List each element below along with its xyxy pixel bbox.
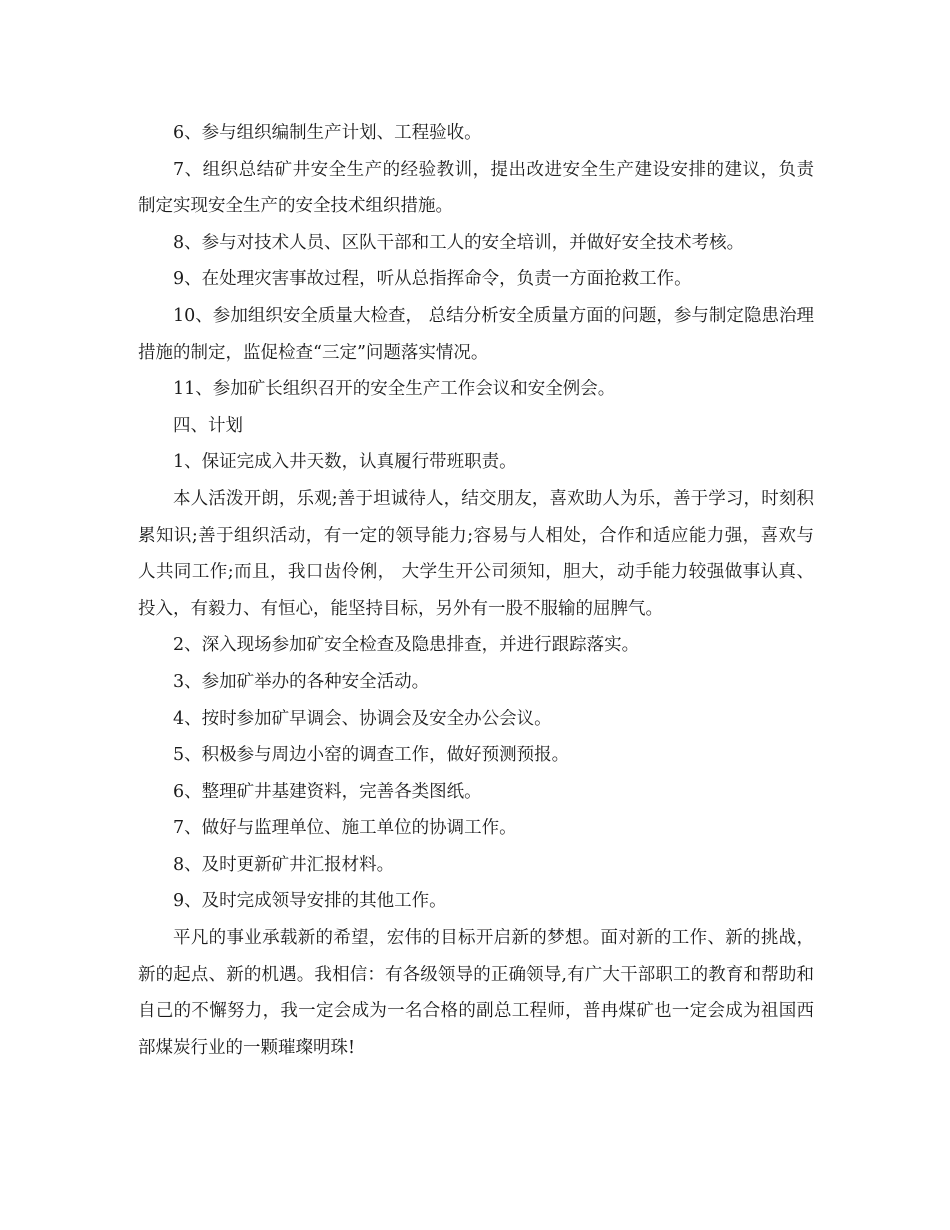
plan-item-6: 6、整理矿井基建资料，完善各类图纸。 [173, 781, 482, 802]
plan-item-7: 7、做好与监理单位、施工单位的协调工作。 [173, 818, 517, 839]
paragraph-item-6-plan: 6、参与组织编制生产计划、工程验收。 [173, 123, 482, 143]
plan-item-5: 5、积极参与周边小窑的调查工作，做好预测预报。 [173, 745, 570, 766]
plan-item-1: 1、保证完成入井天数，认真履行带班职责。 [173, 452, 517, 473]
plan-item-4: 4、按时参加矿早调会、协调会及安全办公会议。 [173, 708, 552, 729]
plan-item-3: 3、参加矿举办的各种安全活动。 [173, 671, 430, 692]
paragraph-item-10-inspection: 10、参加组织安全质量大检查， 总结分析安全质量方面的问题，参与制定隐患治理措施的制定，监促检查“三定”问题落实情况。 [138, 305, 814, 363]
plan-item-8: 8、及时更新矿井汇报材料。 [173, 854, 395, 875]
document-body [138, 115, 814, 1066]
self-description-paragraph: 本人活泼开朗，乐观;善于坦诚待人，结交朋友，喜欢助人为乐，善于学习，时刻积累知识;善于组织活动，有一定的领导能力;容易与人相处，合作和适应能力强，喜欢与人共同工作;而且，我口齿伶俐， 大学生开公司须知，胆大，动手能力较强做事认真、投入，有毅力、有恒心，能坚持目标，另外有一股不服输的屈脾气。 [138, 488, 814, 619]
paragraph-item-11-meeting: 11、参加矿长组织召开的安全生产工作会议和安全例会。 [173, 379, 616, 400]
paragraph-item-8-training: 8、参与对技术人员、区队干部和工人的安全培训，并做好安全技术考核。 [173, 232, 745, 253]
plan-item-9: 9、及时完成领导安排的其他工作。 [173, 891, 447, 912]
plan-item-2: 2、深入现场参加矿安全检查及隐患排查，并进行跟踪落实。 [173, 635, 640, 656]
paragraph-item-7-summary: 7、组织总结矿井安全生产的经验教训，提出改进安全生产建设安排的建议，负责制定实现安全生产的安全技术组织措施。 [138, 159, 814, 217]
paragraph-item-9-rescue: 9、在处理灾害事故过程，听从总指挥命令，负责一方面抢救工作。 [173, 269, 692, 290]
closing-paragraph: 平凡的事业承载新的希望，宏伟的目标开启新的梦想。面对新的工作、新的挑战，新的起点、新的机遇。我相信：有各级领导的正确领导,有广大干部职工的教育和帮助和自己的不懈努力，我一定会成为一名合格的副总工程师，普冉煤矿也一定会成为祖国西部煤炭行业的一颗璀璨明珠! [138, 928, 814, 1058]
section-heading-plan: 四、计划 [173, 415, 243, 436]
